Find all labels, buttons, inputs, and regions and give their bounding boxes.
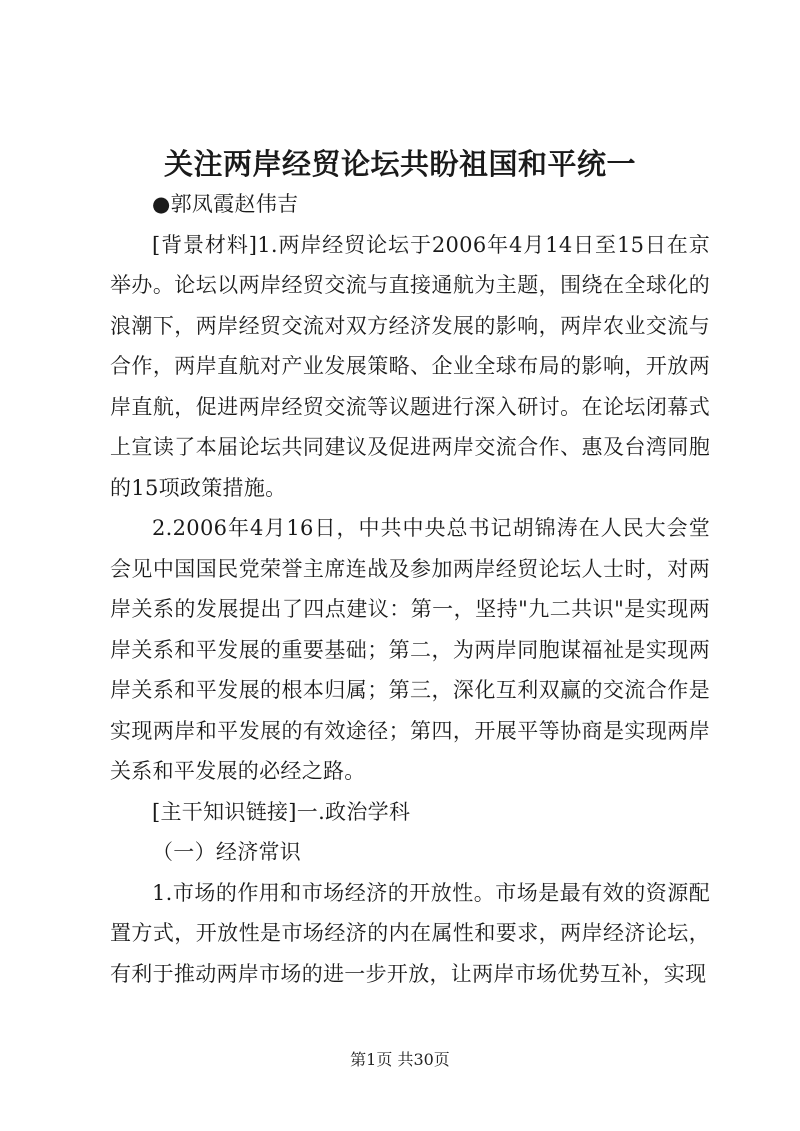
subsection-heading-economics: （一）经济常识 [152, 840, 302, 864]
paragraph-background: [背景材料]1.两岸经贸论坛于2006年4月14日至15日在京举办。论坛以两岸经贸交流与直接通航为主题，围绕在全球化的浪潮下，两岸经贸交流对双方经济发展的影响，两岸农业交流与合作，两岸直航对产业发展策略、企业全球布局的影响，开放两岸直航，促进两岸经贸交流等议题进行深入研讨。在论坛闭幕式上宣读了本届论坛共同建议及促进两岸交流合作、惠及台湾同胞的15项政策措施。 [110, 232, 710, 500]
author-line: ●郭凤霞赵伟吉 [152, 192, 299, 216]
section-heading-knowledge-link: [主干知识链接]一.政治学科 [152, 799, 411, 824]
paragraph-four-points: 2.2006年4月16日，中共中央总书记胡锦涛在人民大会堂会见中国国民党荣誉主席连战及参加两岸经贸论坛人士时，对两岸关系的发展提出了四点建议：第一，坚持"九二共识"是实现两岸关系和平发展的重要基础；第二，为两岸同胞谋福祉是实现两岸关系和平发展的根本归属；第三，深化互利双赢的交流合作是实现两岸和平发展的有效途径；第四，开展平等协商是实现两岸关系和平发展的必经之路。 [110, 516, 710, 783]
document-body [110, 184, 710, 994]
document-title: 关注两岸经贸论坛共盼祖国和平统一 [163, 147, 636, 181]
page-number-footer: 第1页 共30页 [350, 1050, 450, 1069]
paragraph-market: 1.市场的作用和市场经济的开放性。市场是最有效的资源配置方式，开放性是市场经济的内在属性和要求，两岸经济论坛，有利于推动两岸市场的进一步开放，让两岸市场优势互补，实现 [110, 880, 710, 986]
